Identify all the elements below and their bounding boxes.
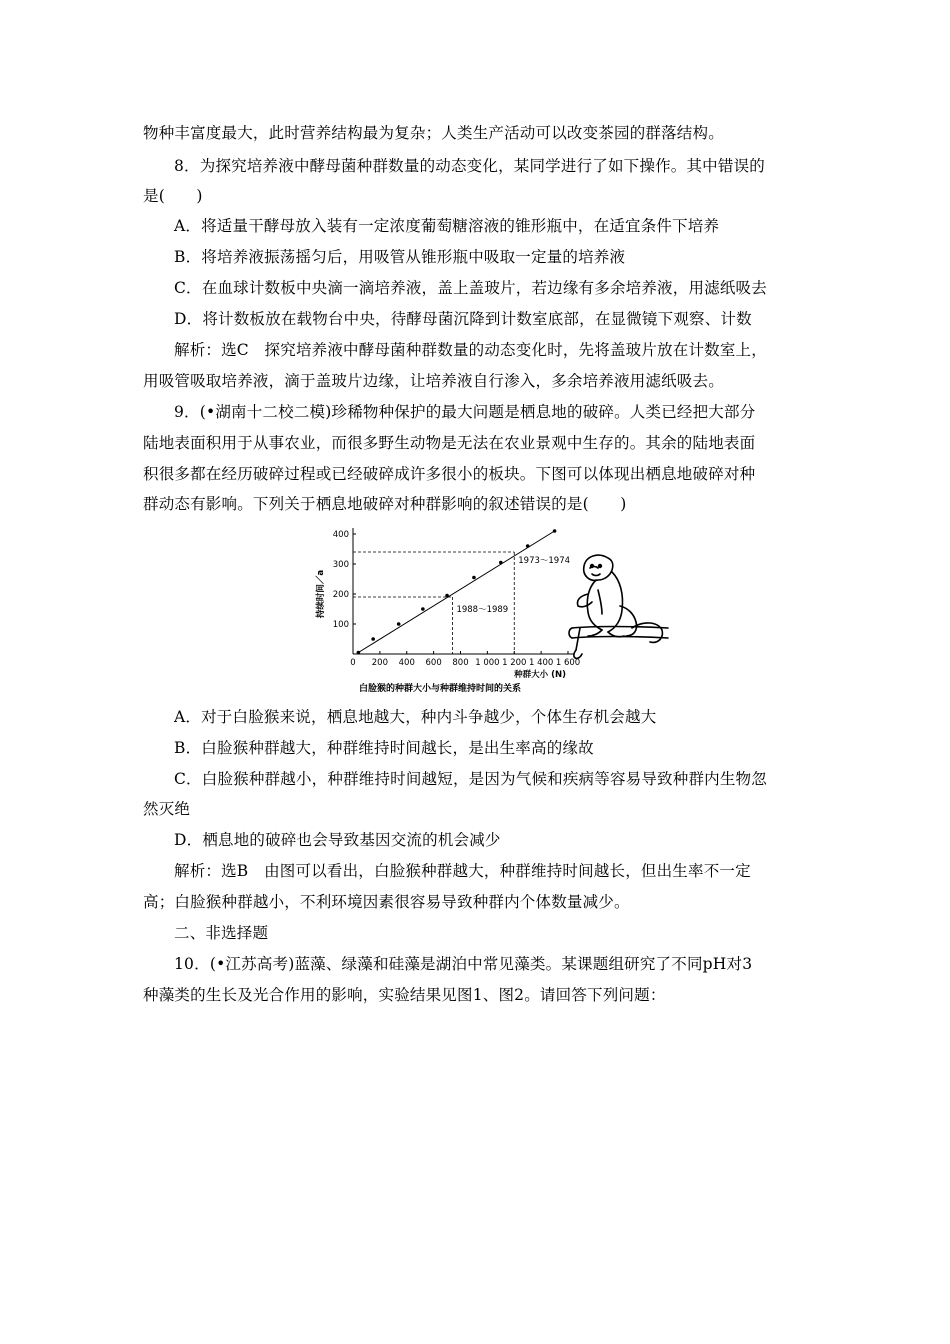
chart-labels [315, 530, 580, 694]
question-9-option-c-cont: 然灭绝 [143, 800, 191, 818]
question-9-stem-cont: 陆地表面积用于从事农业，而很多野生动物是无法在农业景观中生存的。其余的陆地表面 [143, 434, 756, 452]
question-9-option-d: D．栖息地的破碎也会导致基因交流的机会减少 [174, 831, 501, 849]
question-9-stem: 9．(•湖南十二校二模)珍稀物种保护的最大问题是栖息地的破碎。人类已经把大部分 [174, 403, 756, 421]
question-8-explanation: 解析：选C 探究培养液中酵母菌种群数量的动态变化时，先将盖玻片放在计数室上， [174, 341, 767, 359]
chart-title: 白脸猴的种群大小与种群维持时间的关系 [358, 684, 522, 694]
x-tick-label: 1 000 [475, 658, 500, 668]
text-line: 物种丰富度最大，此时营养结构最为复杂；人类生产活动可以改变茶园的群落结构。 [143, 124, 724, 142]
x-tick-label: 200 [371, 658, 388, 668]
x-tick-label: 1 200 [502, 658, 527, 668]
question-9-option-a: A．对于白脸猴来说，栖息地越大，种内斗争越少，个体生存机会越大 [174, 708, 657, 726]
y-tick-label: 300 [332, 560, 349, 570]
data-point [357, 651, 361, 655]
question-8-option-b: B．将培养液振荡摇匀后，用吸管从锥形瓶中吸取一定量的培养液 [174, 248, 626, 266]
question-8-option-d: D．将计数板放在载物台中央，待酵母菌沉降到计数室底部，在显微镜下观察、计数 [174, 310, 752, 328]
chart-guides [353, 552, 514, 654]
question-9-explanation-cont: 高；白脸猴种群越小，不利环境因素很容易导致种群内个体数量减少。 [143, 893, 630, 911]
annotation-label: 1973～1974 [518, 556, 571, 566]
question-8-option-a: A．将适量干酵母放入装有一定浓度葡萄糖溶液的锥形瓶中，在适宜条件下培养 [174, 217, 720, 235]
data-point [397, 622, 401, 626]
x-tick-label: 1 600 [555, 658, 581, 668]
question-10-stem: 10．(•江苏高考)蓝藻、绿藻和硅藻是湖泊中常见藻类。某课题组研究了不同pH对3 [174, 955, 753, 973]
annotation-label: 1988～1989 [456, 605, 509, 615]
data-point [553, 529, 557, 533]
data-point [526, 544, 530, 548]
question-9-option-b: B．白脸猴种群越大，种群维持时间越长，是出生率高的缘故 [174, 739, 594, 757]
question-9-figure [300, 520, 680, 702]
x-tick-label: 600 [425, 658, 442, 668]
question-9-stem-cont: 群动态有影响。下列关于栖息地破碎对种群影响的叙述错误的是( ) [143, 495, 627, 513]
question-10-stem-cont: 种藻类的生长及光合作用的影响，实验结果见图1、图2。请回答下列问题： [143, 986, 666, 1004]
question-9-option-c: C．白脸猴种群越小，种群维持时间越短，是因为气候和疾病等容易导致种群内生物忽 [174, 770, 767, 788]
data-point [472, 576, 476, 580]
question-8-option-c: C．在血球计数板中央滴一滴培养液，盖上盖玻片，若边缘有多余培养液，用滤纸吸去 [174, 279, 767, 297]
data-point [421, 607, 425, 611]
question-9-explanation: 解析：选B 由图可以看出，白脸猴种群越大，种群维持时间越长，但出生率不一定 [174, 862, 751, 880]
question-8-stem: 8．为探究培养液中酵母菌种群数量的动态变化，某同学进行了如下操作。其中错误的 [174, 157, 765, 175]
x-tick-label: 800 [452, 658, 469, 668]
question-9-stem-cont: 积很多都在经历破碎过程或已经破碎成许多很小的板块。下图可以体现出栖息地破碎对种 [143, 465, 756, 483]
section-heading: 二、非选择题 [174, 924, 269, 942]
trend-line [358, 531, 554, 653]
monkey-illustration [569, 555, 668, 658]
x-tick-label: 400 [398, 658, 415, 668]
x-tick-label: 0 [350, 658, 356, 668]
population-duration-chart [300, 520, 680, 702]
x-axis-label: 种群大小 (N) [514, 670, 566, 680]
y-tick-label: 200 [332, 590, 349, 600]
x-tick-label: 1 400 [528, 658, 554, 668]
y-tick-label: 400 [332, 530, 349, 540]
y-axis-label: 持续时间／a [316, 569, 326, 619]
data-point [445, 594, 449, 598]
question-8-stem-cont: 是( ) [143, 187, 203, 205]
question-8-explanation-cont: 用吸管吸取培养液，滴于盖玻片边缘，让培养液自行渗入，多余培养液用滤纸吸去。 [143, 372, 724, 390]
y-tick-label: 100 [332, 620, 349, 630]
chart-series [357, 529, 557, 654]
data-point [371, 637, 375, 641]
data-point [499, 561, 503, 565]
